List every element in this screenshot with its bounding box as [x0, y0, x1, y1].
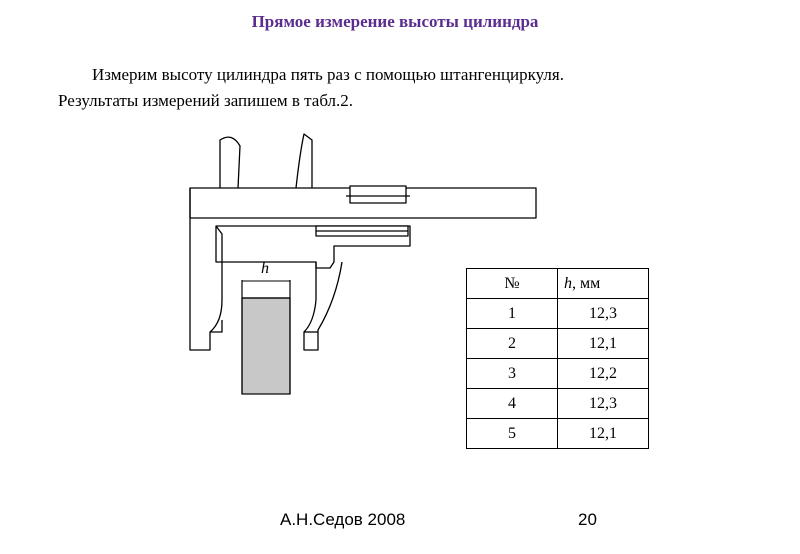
- table-row: [467, 359, 649, 389]
- slide-title: Прямое измерение высоты цилиндра: [251, 12, 539, 31]
- row-number: 4: [467, 389, 558, 419]
- caliper-upper-fixed-jaw: [220, 137, 240, 188]
- row-value: 12,1: [558, 329, 649, 359]
- intro-line-2: Результаты измерений запишем в табл.2.: [58, 91, 354, 110]
- table-header-row: [467, 269, 649, 299]
- intro-line-1: Измерим высоту цилиндра пять раз с помощью штангенциркуля.: [92, 65, 564, 84]
- header-h: [558, 269, 649, 299]
- row-value: 12,3: [558, 389, 649, 419]
- table-row: [467, 329, 649, 359]
- cylinder: [242, 280, 290, 394]
- header-h-unit: , мм: [572, 274, 601, 292]
- row-value: 12,2: [558, 359, 649, 389]
- row-number: 1: [467, 299, 558, 329]
- table-row: [467, 389, 649, 419]
- caliper-depth-slider: [350, 186, 406, 203]
- row-number: 2: [467, 329, 558, 359]
- row-number: 3: [467, 359, 558, 389]
- row-value: 12,1: [558, 419, 649, 449]
- row-number: 5: [467, 419, 558, 449]
- caliper-lower-sliding-jaw: [304, 262, 342, 350]
- header-h-symbol: h: [564, 274, 572, 292]
- row-value: 12,3: [558, 299, 649, 329]
- height-label: h: [261, 260, 269, 277]
- header-number: №: [467, 269, 558, 299]
- table-row: [467, 419, 649, 449]
- footer-author: А.Н.Седов 2008: [280, 510, 406, 529]
- measurements-table: [466, 268, 649, 449]
- page-number: 20: [578, 510, 597, 529]
- caliper-upper-sliding-jaw: [296, 134, 312, 188]
- table-row: [467, 299, 649, 329]
